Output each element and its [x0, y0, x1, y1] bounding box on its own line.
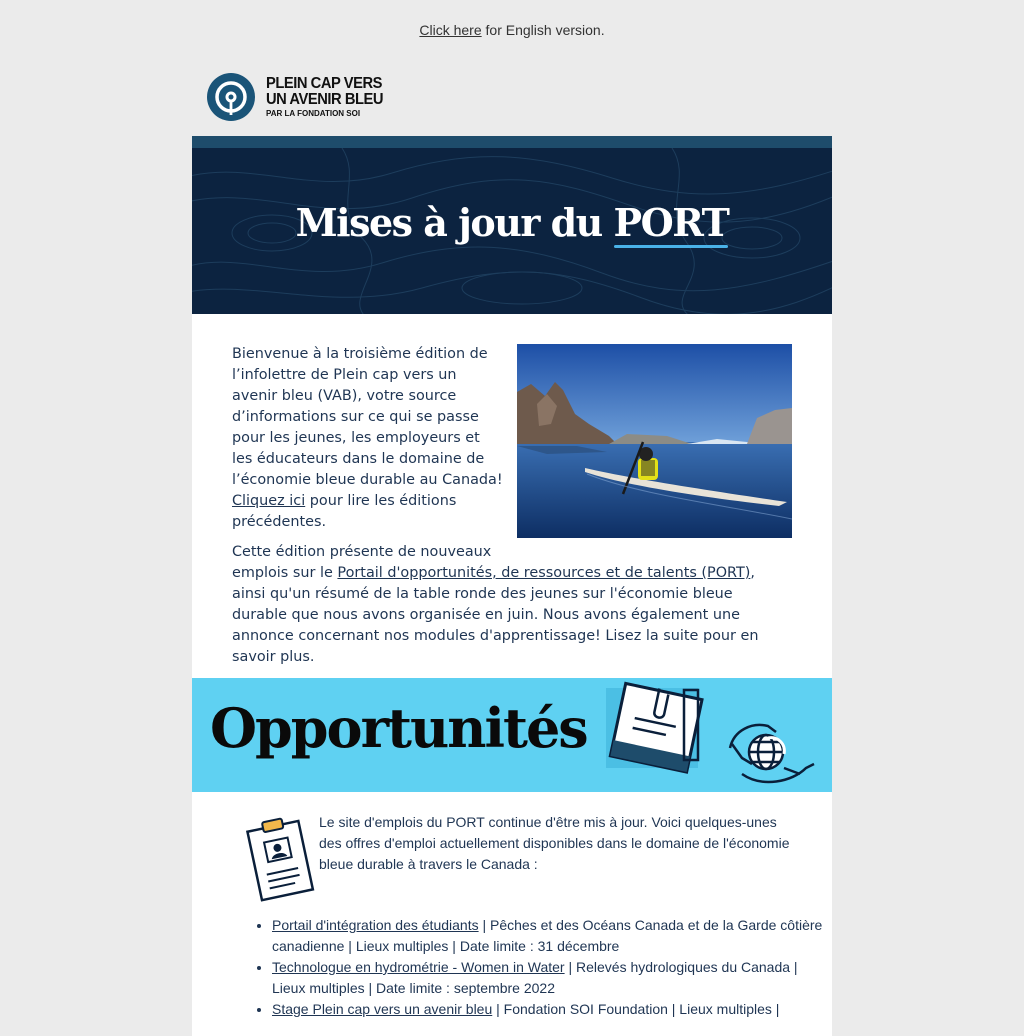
intro-p1-after: pour lire les éditions précédentes. — [232, 493, 457, 530]
opportunities-title: Opportunités — [210, 696, 587, 760]
job-details-2: | Relevés hydrologiques du Canada | Lieux multiples | Date limite : septembre 2022 — [272, 959, 798, 996]
job-list-item — [272, 999, 832, 1020]
opportunities-banner — [192, 678, 832, 792]
intro-paragraph-2 — [232, 542, 792, 668]
hero-title — [192, 200, 832, 245]
previous-editions-link[interactable]: Cliquez ici — [232, 493, 306, 509]
english-version-link[interactable]: Click here — [419, 22, 482, 38]
job-link-3[interactable]: Stage Plein cap vers un avenir bleu — [272, 1001, 493, 1017]
intro-section — [232, 344, 792, 668]
brand-logo[interactable] — [207, 72, 393, 122]
english-version-bar — [0, 22, 1024, 38]
opportunities-intro: Le site d'emplois du PORT continue d'être mis à jour. Voici quelques-unes des offres d'emploi actuellement disponibles dans le domaine de l'économie bleue durable à travers le Canada : — [319, 814, 790, 872]
logo-line-2: UN AVENIR BLEU — [266, 91, 384, 108]
hero-title-highlight: PORT — [613, 200, 729, 245]
job-details-3: | Fondation SOI Foundation | Lieux multiples | — [492, 1001, 780, 1017]
job-list-item — [272, 915, 832, 957]
job-list-item — [272, 957, 832, 999]
hero-banner — [192, 148, 832, 314]
document-globe-illustration — [592, 678, 832, 792]
hero-top-stripe — [192, 136, 832, 148]
job-link-1[interactable]: Portail d'intégration des étudiants — [272, 917, 479, 933]
intro-p2-before: Cette édition présente de nouveaux emplois sur le — [232, 544, 492, 581]
logo-line-3: PAR LA FONDATION SOI — [266, 109, 361, 118]
job-details-1: | Pêches et des Océans Canada et de la Garde côtière canadienne | Lieux multiples | Date limite : 31 décembre — [272, 917, 823, 954]
kayak-photo — [517, 344, 792, 538]
job-list — [232, 915, 832, 1020]
logo-line-1: PLEIN CAP VERS — [266, 75, 382, 92]
hero-title-prefix: Mises à jour du — [295, 200, 614, 245]
job-link-2[interactable]: Technologue en hydrométrie - Women in Water — [272, 959, 565, 975]
port-portal-link[interactable]: Portail d'opportunités, de ressources et de talents (PORT) — [337, 565, 751, 581]
hero-title-underline — [614, 245, 729, 248]
intro-p2-after: , ainsi qu'un résumé de la table ronde des jeunes sur l'économie bleue durable que nous avons organisée en juin. Nous avons également une annonce concernant nos modules d'apprentissage! Lisez la suite pour en savoir plus. — [232, 565, 759, 665]
brand-logo-text — [266, 76, 393, 118]
english-version-text: for English version. — [481, 22, 605, 38]
clipboard-id-icon — [238, 816, 318, 904]
newsletter-body — [192, 136, 832, 1036]
compass-logo-icon — [207, 73, 255, 121]
intro-p1-text: Bienvenue à la troisième édition de l’infolettre de Plein cap vers un avenir bleu (VAB), votre source d’informations sur ce qui se passe pour les jeunes, les employeurs et les éducateurs dans le domaine de l’économie bleue durable au Canada! — [232, 346, 503, 488]
